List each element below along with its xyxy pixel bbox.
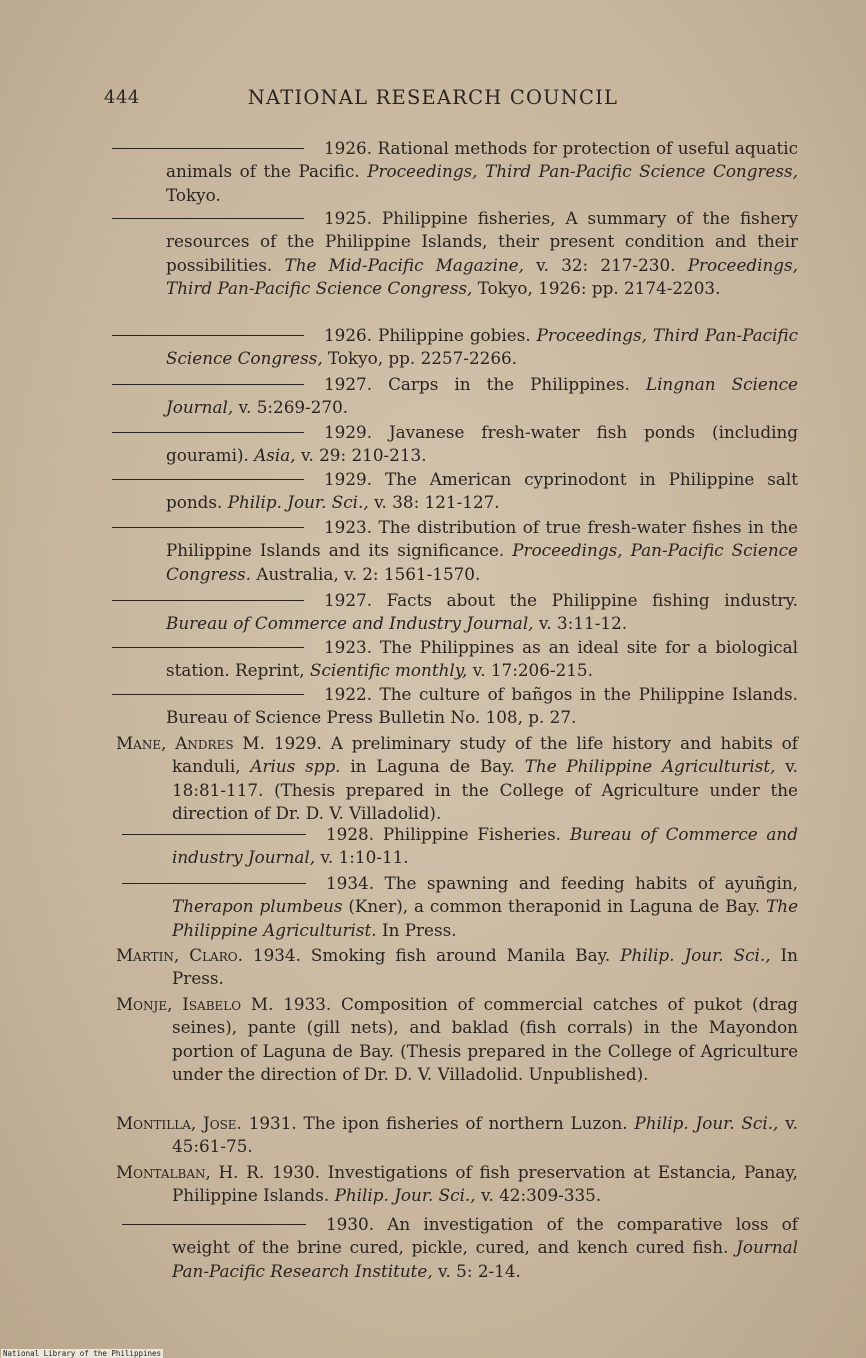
entry-text: 1922. The culture of bañgos in the Philippine Islands. Bureau of Science Press Bulletin No. 108, p. 27.	[166, 684, 798, 728]
bib-entry	[166, 516, 798, 586]
entry-text: 1926. Rational methods for protection of useful aquatic animals of the Pacific.	[166, 138, 798, 182]
page-number: 444	[104, 87, 140, 108]
bib-entry	[166, 636, 798, 683]
entry-source: Philip. Jour. Sci.,	[227, 492, 369, 513]
ditto-rule	[112, 479, 304, 480]
entry-source: Philip. Jour. Sci.,	[634, 1113, 779, 1133]
entry-source: The Philippine Agriculturist.	[172, 896, 798, 940]
entry-details: Tokyo, pp. 2257-2266.	[328, 348, 518, 369]
entry-text: (Kner), a common theraponid in Laguna de Bay.	[348, 896, 761, 917]
entry-details: v. 45:61-75.	[172, 1113, 799, 1157]
entry-text: 1923. The Philippines as an ideal site for a biological station. Reprint,	[166, 637, 798, 681]
entry-details: v. 38: 121-127.	[374, 492, 500, 513]
bib-entry	[116, 944, 798, 991]
bib-entry	[172, 1213, 798, 1283]
ditto-rule	[112, 694, 304, 695]
entry-details: v. 32: 217-230.	[536, 254, 676, 275]
running-head: NATIONAL RESEARCH COUNCIL	[247, 86, 619, 109]
entry-author: Montalban, H. R.	[116, 1162, 265, 1182]
entry-source: Scientific monthly,	[309, 660, 468, 681]
entry-author: Martin, Claro.	[116, 945, 243, 965]
entry-source: Proceedings, Third Pan-Pacific Science Congress,	[166, 254, 798, 299]
bib-entry	[172, 872, 798, 942]
entry-text: 1933. Composition of commercial catches of pukot (drag seines), pante (gill nets), and baklad (fish corrals) in the Mayondon portion of Laguna de Bay. (Thesis prepared in the College of Agriculture under the direction of Dr. D. V. Villadolid. Unpublished).	[172, 994, 799, 1085]
entry-author: Mane, Andres M.	[116, 733, 265, 753]
ditto-rule	[112, 432, 304, 433]
entry-details: In Press.	[381, 919, 457, 940]
bib-entry	[166, 137, 798, 207]
bib-entry	[116, 1112, 799, 1159]
entry-source: Bureau of Commerce and industry Journal,	[172, 824, 798, 868]
entry-text: 1934. Smoking fish around Manila Bay.	[252, 945, 611, 965]
bib-entry	[166, 324, 798, 371]
entry-source: Philip. Jour. Sci.,	[334, 1185, 476, 1206]
entry-details: v. 18:81-117. (Thesis prepared in the College of Agriculture under the direction of Dr. D. V. Villadolid).	[172, 756, 799, 824]
ditto-rule	[112, 600, 304, 601]
bib-entry	[116, 993, 799, 1087]
ditto-rule	[122, 834, 306, 835]
entry-text: 1926. Philippine gobies.	[324, 325, 531, 345]
bib-entry	[166, 207, 798, 301]
entry-details: v. 29: 210-213.	[300, 445, 427, 466]
entry-source: Proceedings, Pan-Pacific Science Congress.	[166, 540, 798, 584]
entry-details: Tokyo, 1926: pp. 2174-2203.	[477, 278, 721, 299]
bib-entry	[172, 823, 798, 870]
entry-text: 1929. A preliminary study of the life history and habits of kanduli,	[172, 733, 798, 777]
ditto-rule	[112, 218, 304, 219]
entry-text: 1927. Facts about the Philippine fishing industry.	[324, 590, 798, 610]
entry-source: The Philippine Agriculturist,	[524, 756, 776, 777]
bib-entry	[166, 589, 798, 636]
entry-source: Journal Pan-Pacific Research Institute,	[172, 1237, 798, 1281]
library-credit: National Library of the Philippines	[3, 1349, 162, 1358]
entry-source: Proceedings, Third Pan-Pacific Science Congress,	[367, 161, 798, 182]
bib-entry	[116, 1161, 798, 1208]
bib-entry	[166, 683, 798, 730]
ditto-rule	[112, 148, 304, 149]
entry-source: Bureau of Commerce and Industry Journal,	[166, 613, 534, 634]
ditto-rule	[112, 384, 304, 385]
entry-text: 1928. Philippine Fisheries.	[326, 824, 562, 844]
bib-entry	[116, 732, 799, 826]
entry-text: in Laguna de Bay.	[350, 756, 515, 777]
entry-details: v. 17:206-215.	[472, 660, 593, 681]
entry-species: Arius spp.	[250, 756, 341, 777]
entry-text: 1930. An investigation of the comparative loss of weight of the brine cured, pickle, cured, and kench cured fish.	[172, 1214, 798, 1258]
entry-details: v. 3:11-12.	[538, 613, 628, 634]
entry-details: v. 1:10-11.	[320, 847, 409, 868]
bib-entry	[166, 421, 798, 468]
entry-text: 1929. Javanese fresh-water fish ponds (including gourami).	[166, 422, 798, 466]
entry-details: In Press.	[172, 945, 798, 989]
entry-details: Tokyo.	[166, 184, 221, 205]
ditto-rule	[122, 883, 306, 884]
ditto-rule	[112, 647, 304, 648]
entry-text: 1925. Philippine fisheries, A summary of the fishery resources of the Philippine Islands, their present condition and their possibilities.	[166, 208, 798, 275]
entry-text: 1934. The spawning and feeding habits of ayuñgin,	[326, 873, 798, 893]
entry-author: Monje, Isabelo M.	[116, 994, 274, 1014]
entry-details: v. 42:309-335.	[480, 1185, 602, 1206]
entry-text: 1931. The ipon fisheries of northern Luzon.	[248, 1113, 628, 1133]
entry-details: v. 5:269-270.	[238, 397, 349, 418]
entry-text: 1930. Investigations of fish preservation at Estancia, Panay, Philippine Islands.	[172, 1162, 798, 1206]
entry-source: Lingnan Science Journal,	[166, 374, 798, 418]
bib-entry	[166, 373, 798, 420]
ditto-rule	[122, 1224, 306, 1225]
ditto-rule	[112, 335, 304, 336]
bib-entry	[166, 468, 798, 515]
entry-source: Asia,	[254, 445, 296, 466]
entry-text: 1927. Carps in the Philippines.	[324, 374, 630, 394]
entry-source: Proceedings, Third Pan-Pacific Science Congress,	[166, 325, 798, 369]
entry-source: The Mid-Pacific Magazine,	[284, 254, 524, 275]
ditto-rule	[112, 527, 304, 528]
entry-text: 1929. The American cyprinodont in Philippine salt ponds.	[166, 469, 798, 513]
entry-author: Montilla, Jose.	[116, 1113, 242, 1133]
entry-details: Australia, v. 2: 1561-1570.	[256, 563, 481, 584]
entry-details: v. 5: 2-14.	[438, 1260, 521, 1281]
entry-text: 1923. The distribution of true fresh-water fishes in the Philippine Islands and its significance.	[166, 517, 798, 561]
entry-source: Philip. Jour. Sci.,	[620, 945, 771, 965]
entry-species: Therapon plumbeus	[172, 896, 343, 917]
